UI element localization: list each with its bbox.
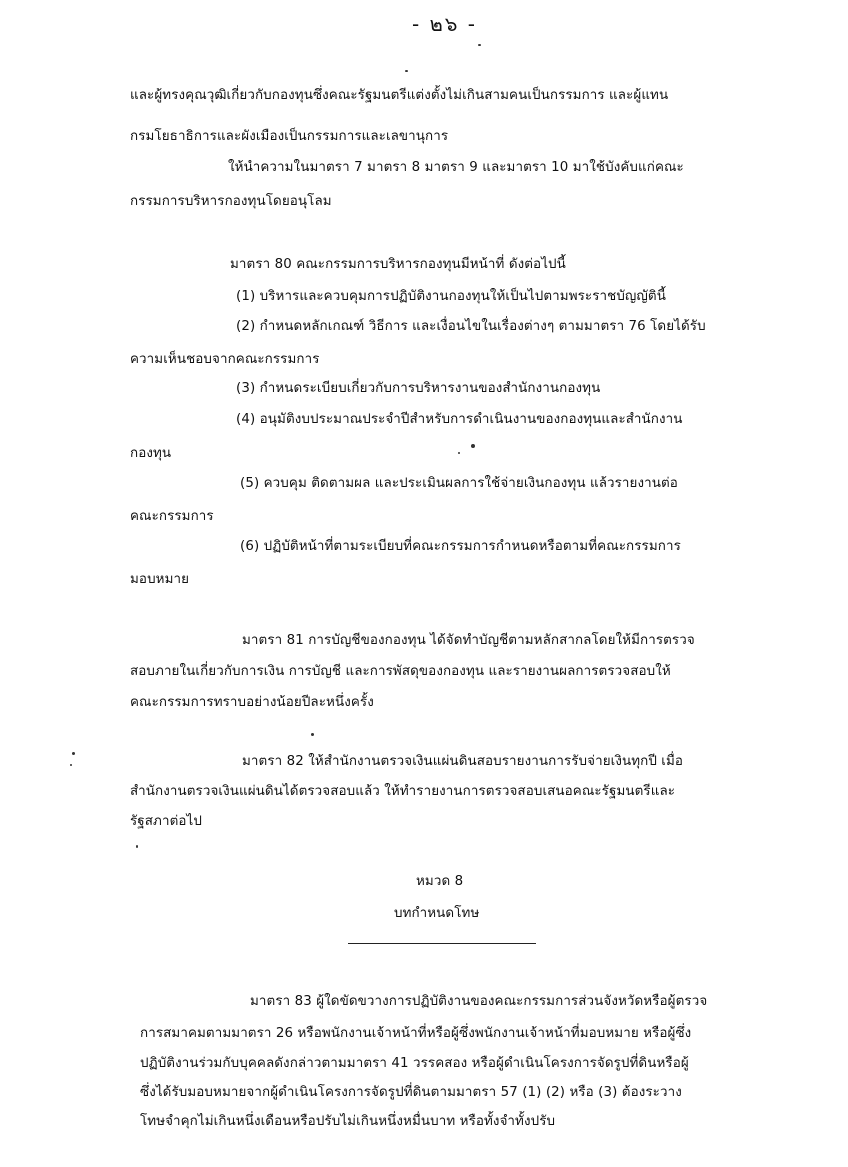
section-80-item-6: (6) ปฏิบัติหน้าที่ตามระเบียบที่คณะกรรมการกำหนดหรือตามที่คณะกรรมการ [240, 539, 681, 554]
page-number: - ๒๖ - [412, 12, 478, 36]
scan-speck [405, 70, 408, 72]
text-line-11: กองทุน [130, 446, 172, 461]
text-line-1: และผู้ทรงคุณวุฒิเกี่ยวกับกองทุนซึ่งคณะรัฐมนตรีแต่งตั้งไม่เกินสามคนเป็นกรรมการ และผู้แทน [130, 88, 669, 103]
section-83-line-2: การสมาคมตามมาตรา 26 หรือพนักงานเจ้าหน้าที่หรือผู้ซึ่งพนักงานเจ้าหน้าที่มอบหมาย หรือผู้ซึ่ง [140, 1026, 692, 1041]
section-83-line-4: ซึ่งได้รับมอบหมายจากผู้ดำเนินโครงการจัดรูปที่ดินตามมาตรา 57 (1) (2) หรือ (3) ต้องระวาง [140, 1085, 682, 1100]
chapter-divider [348, 943, 536, 944]
text-line-13: คณะกรรมการ [130, 509, 214, 524]
text-line-15: มอบหมาย [130, 572, 190, 587]
section-80-item-5: (5) ควบคุม ติดตามผล และประเมินผลการใช้จ่ายเงินกองทุน แล้วรายงานต่อ [240, 476, 678, 491]
text-line-2: กรมโยธาธิการและผังเมืองเป็นกรรมการและเลขานุการ [130, 129, 449, 144]
text-line-4: กรรมการบริหารกองทุนโดยอนุโลม [130, 194, 332, 209]
section-80-item-3: (3) กำหนดระเบียบเกี่ยวกับการบริหารงานของสำนักงานกองทุน [236, 381, 601, 396]
section-81-line-1: มาตรา 81 การบัญชีของกองทุน ได้จัดทำบัญชีตามหลักสากลโดยให้มีการตรวจ [242, 633, 695, 648]
chapter-title: บทกำหนดโทษ [394, 906, 480, 921]
scan-speck [478, 44, 481, 46]
chapter-number: หมวด 8 [416, 874, 464, 889]
section-82-line-1: มาตรา 82 ให้สำนักงานตรวจเงินแผ่นดินสอบรายงานการรับจ่ายเงินทุกปี เมื่อ [242, 754, 684, 769]
scan-speck [458, 452, 460, 454]
section-80-item-4: (4) อนุมัติงบประมาณประจำปีสำหรับการดำเนินงานของกองทุนและสำนักงาน [236, 412, 683, 427]
section-83-line-5: โทษจำคุกไม่เกินหนึ่งเดือนหรือปรับไม่เกินหนึ่งหมื่นบาท หรือทั้งจำทั้งปรับ [140, 1114, 556, 1129]
section-80-item-2: (2) กำหนดหลักเกณฑ์ วิธีการ และเงื่อนไขในเรื่องต่างๆ ตามมาตรา 76 โดยได้รับ [236, 319, 706, 334]
scan-speck [70, 764, 72, 766]
section-82-line-2: สำนักงานตรวจเงินแผ่นดินได้ตรวจสอบแล้ว ให้ทำรายงานการตรวจสอบเสนอคณะรัฐมนตรีและ [130, 784, 676, 799]
section-81-line-2: สอบภายในเกี่ยวกับการเงิน การบัญชี และการพัสดุของกองทุน และรายงานผลการตรวจสอบให้ [130, 664, 671, 679]
text-line-8: ความเห็นชอบจากคณะกรรมการ [130, 352, 320, 367]
scan-speck [311, 733, 314, 736]
section-83-line-1: มาตรา 83 ผู้ใดขัดขวางการปฏิบัติงานของคณะกรรมการส่วนจังหวัดหรือผู้ตรวจ [250, 994, 708, 1009]
section-83-line-3: ปฏิบัติงานร่วมกับบุคคลดังกล่าวตามมาตรา 41 วรรคสอง หรือผู้ดำเนินโครงการจัดรูปที่ดินหรือผู้ [140, 1056, 689, 1071]
section-82-line-3: รัฐสภาต่อไป [130, 814, 202, 829]
scan-speck [72, 752, 75, 755]
section-80-heading: มาตรา 80 คณะกรรมการบริหารกองทุนมีหน้าที่ ดังต่อไปนี้ [230, 257, 566, 272]
text-line-3: ให้นำความในมาตรา 7 มาตรา 8 มาตรา 9 และมาตรา 10 มาใช้บังคับแก่คณะ [228, 160, 684, 175]
scan-speck [471, 444, 475, 448]
section-81-line-3: คณะกรรมการทราบอย่างน้อยปีละหนึ่งครั้ง [130, 695, 374, 710]
scan-speck [136, 845, 138, 848]
section-80-item-1: (1) บริหารและควบคุมการปฏิบัติงานกองทุนให้เป็นไปตามพระราชบัญญัตินี้ [236, 289, 666, 304]
